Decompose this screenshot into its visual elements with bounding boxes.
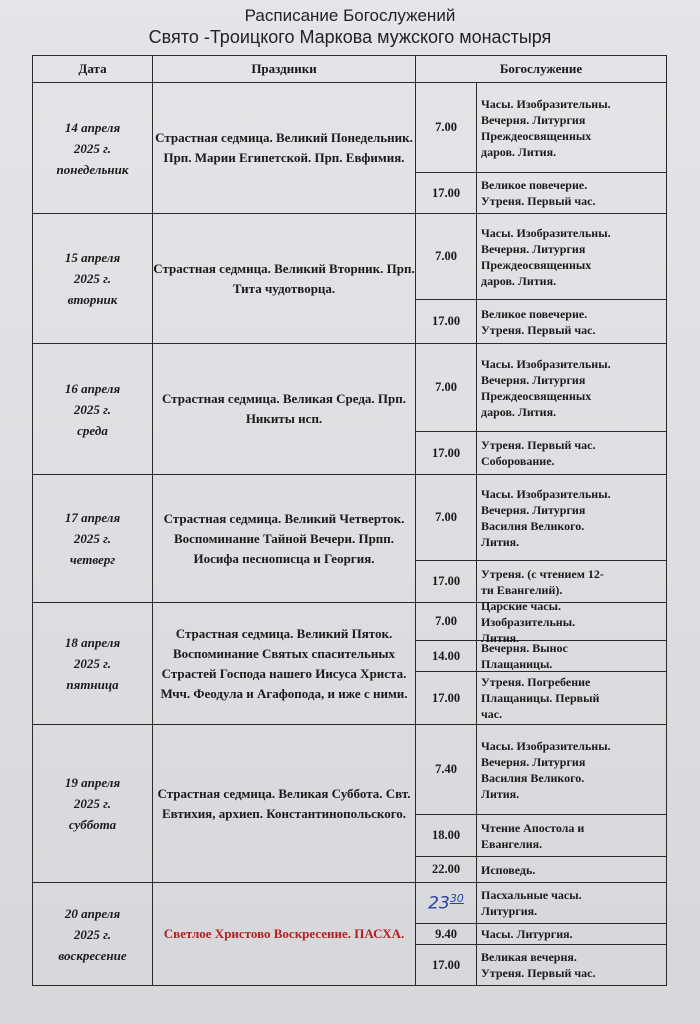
service-description-text: Часы. Изобразительны. Вечерня. Литургия Василия Великого. Лития.: [481, 738, 611, 801]
service-entry: [416, 300, 666, 343]
service-time: 17.00: [416, 945, 477, 985]
service-entry: [416, 641, 666, 672]
day-feast: Страстная седмица. Великий Пяток. Воспоминание Святых спасительных Страстей Господа нашего Иисуса Христа. Мчч. Феодула и Агафопода, и иже с ними.: [153, 603, 416, 725]
service-description: [477, 432, 666, 474]
day-feast: Страстная седмица. Великий Четверток. Воспоминание Тайной Вечери. Прпп. Иосифа песнописца и Георгия.: [153, 475, 416, 603]
service-description-text: Великое повечерие. Утреня. Первый час.: [481, 178, 596, 208]
service-description-text: Великая вечерня. Утреня. Первый час.: [481, 950, 596, 980]
service-entry: [416, 815, 666, 857]
service-entry: [416, 924, 666, 945]
table-header-row: [33, 56, 667, 83]
service-time: [416, 883, 477, 923]
service-time: 7.40: [416, 725, 477, 814]
service-description: [477, 924, 666, 944]
service-description: [477, 214, 666, 299]
day-feast: Страстная седмица. Великая Суббота. Свт. Евтихия, архиеп. Константинопольского.: [153, 725, 416, 883]
day-services: [416, 598, 667, 725]
service-description-text: Царские часы. Изобразительны. Лития.: [481, 598, 576, 645]
table-row: [33, 883, 667, 986]
day-date: 14 апреля 2025 г. понедельник: [33, 83, 153, 214]
service-entry: [416, 725, 666, 815]
service-entry: [416, 561, 666, 602]
handwritten-time-hour: 23: [428, 893, 450, 914]
service-description: [477, 300, 666, 343]
service-entry: [416, 598, 666, 645]
service-description: [477, 883, 666, 923]
service-description-text: Утреня. Первый час. Соборование.: [481, 438, 596, 468]
service-entry: [416, 214, 666, 300]
service-description-text: Утреня. (с чтением 12- ти Евангелий).: [481, 566, 604, 597]
service-time: 17.00: [416, 672, 477, 724]
service-time: 7.00: [416, 214, 477, 299]
day-feast: Страстная седмица. Великая Среда. Прп. Никиты исп.: [153, 344, 416, 475]
service-description: [477, 173, 666, 213]
day-services: [416, 475, 667, 603]
service-description: [477, 344, 666, 431]
service-entry: [416, 857, 666, 882]
service-description: [477, 725, 666, 814]
service-entry: [416, 173, 666, 213]
service-description-text: Утреня. Погребение Плащаницы. Первый час.: [481, 675, 600, 721]
service-time: 17.00: [416, 173, 477, 213]
service-time: 9.40: [416, 924, 477, 944]
service-description-text: Чтение Апостола и Евангелия.: [481, 820, 585, 851]
service-time: 17.00: [416, 432, 477, 474]
service-entry: [416, 672, 666, 724]
service-description: [477, 475, 666, 560]
service-time: 14.00: [416, 641, 477, 671]
service-time: 7.00: [416, 83, 477, 172]
service-description: [477, 598, 666, 645]
service-entry: [416, 83, 666, 173]
service-description: [477, 672, 666, 724]
service-time: 18.00: [416, 815, 477, 856]
handwritten-time: [428, 892, 464, 914]
service-entry: [416, 945, 666, 985]
service-entry: [416, 475, 666, 561]
table-row: [33, 475, 667, 603]
service-description-text: Часы. Изобразительны. Вечерня. Литургия Преждеосвященных даров. Лития.: [481, 225, 611, 288]
service-description-text: Великое повечерие. Утреня. Первый час.: [481, 306, 596, 337]
service-entry: [416, 432, 666, 474]
service-description: [477, 857, 666, 882]
day-feast: Светлое Христово Воскресение. ПАСХА.: [153, 883, 416, 986]
schedule-table: [32, 55, 667, 986]
day-date: 18 апреля 2025 г. пятница: [33, 603, 153, 725]
service-time: 7.00: [416, 344, 477, 431]
table-row: [33, 725, 667, 883]
day-date: 20 апреля 2025 г. воскресение: [33, 883, 153, 986]
service-time: 7.00: [416, 475, 477, 560]
table-row: [33, 83, 667, 214]
handwritten-time-minutes: 30: [449, 892, 464, 906]
day-services: [416, 83, 667, 214]
service-description: [477, 945, 666, 985]
schedule-title: Расписание Богослужений: [244, 6, 456, 25]
service-description: [477, 815, 666, 856]
day-date: 17 апреля 2025 г. четверг: [33, 475, 153, 603]
service-description: [477, 641, 666, 671]
day-services: [416, 214, 667, 344]
day-date: 16 апреля 2025 г. среда: [33, 344, 153, 475]
service-time: 17.00: [416, 300, 477, 343]
service-time: 17.00: [416, 561, 477, 602]
service-description-text: Исповедь.: [481, 862, 536, 877]
table-row: [33, 214, 667, 344]
column-header-date: Дата: [33, 56, 153, 83]
day-services: [416, 725, 667, 883]
monastery-name: Свято -Троицкого Маркова мужского монастыря: [148, 27, 552, 47]
service-description-text: Часы. Литургия.: [481, 927, 573, 941]
service-time: 7.00: [416, 603, 477, 640]
day-services: [416, 883, 667, 986]
service-description-text: Часы. Изобразительны. Вечерня. Литургия Преждеосвященных даров. Лития.: [481, 356, 611, 419]
service-description-text: Часы. Изобразительны. Вечерня. Литургия Василия Великого. Лития.: [481, 486, 611, 549]
day-date: 19 апреля 2025 г. суббота: [33, 725, 153, 883]
column-header-feasts: Праздники: [153, 56, 416, 83]
service-entry: [416, 883, 666, 924]
day-feast: Страстная седмица. Великий Понедельник. Прп. Марии Египетской. Прп. Евфимия.: [153, 83, 416, 214]
column-header-service: Богослужение: [416, 56, 667, 83]
service-description-text: Вечерня. Вынос Плащаницы.: [481, 641, 568, 671]
service-time: 22.00: [416, 857, 477, 882]
service-description: [477, 561, 666, 602]
service-description-text: Пасхальные часы. Литургия.: [481, 888, 582, 918]
day-date: 15 апреля 2025 г. вторник: [33, 214, 153, 344]
service-description-text: Часы. Изобразительны. Вечерня. Литургия Преждеосвященных даров. Лития.: [481, 96, 611, 159]
table-row: [33, 344, 667, 475]
day-services: [416, 344, 667, 475]
day-feast: Страстная седмица. Великий Вторник. Прп. Тита чудотворца.: [153, 214, 416, 344]
service-description: [477, 83, 666, 172]
table-row: [33, 603, 667, 725]
service-entry: [416, 344, 666, 432]
